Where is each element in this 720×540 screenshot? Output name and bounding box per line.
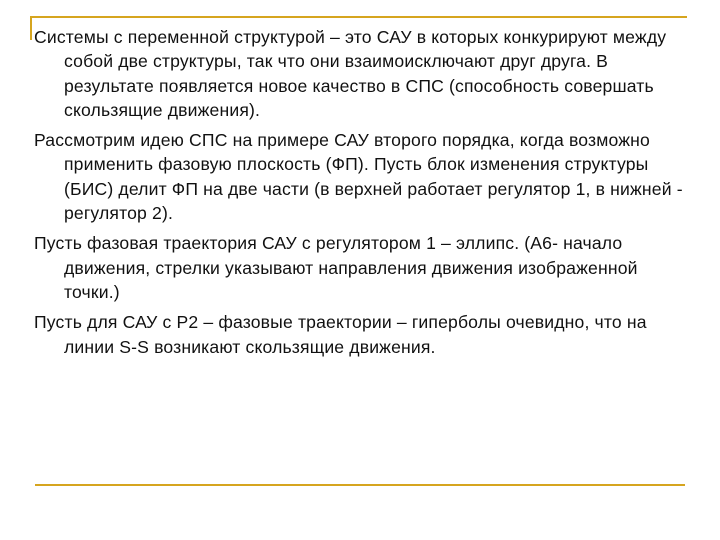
paragraph-definition: Системы с переменной структурой – это САУ в которых конкурируют между собой две структуры, так что они взаимоисключают друг друга. В результате появляется новое качество в СПС (способность совершать скользящие движения). xyxy=(34,27,667,120)
bottom-decorative-rule xyxy=(35,484,685,486)
top-decorative-rule xyxy=(30,16,687,18)
slide-body xyxy=(34,25,684,365)
paragraph-hyperbola: Пусть для САУ с Р2 – фазовые траектории – гиперболы очевидно, что на линии S-S возникают скользящие движения. xyxy=(34,312,647,357)
paragraph-ellipse: Пусть фазовая траектория САУ с регулятором 1 – эллипс. (А6- начало движения, стрелки указывают направления движения изображенной точки.) xyxy=(34,233,638,302)
paragraph-phase-plane: Рассмотрим идею СПС на примере САУ второго порядка, когда возможно применить фазовую плоскость (ФП). Пусть блок изменения структуры (БИС) делит ФП на две части (в верхней работает регулятор 1, в нижней - регулятор 2). xyxy=(34,130,683,224)
left-decorative-rule xyxy=(30,16,32,40)
